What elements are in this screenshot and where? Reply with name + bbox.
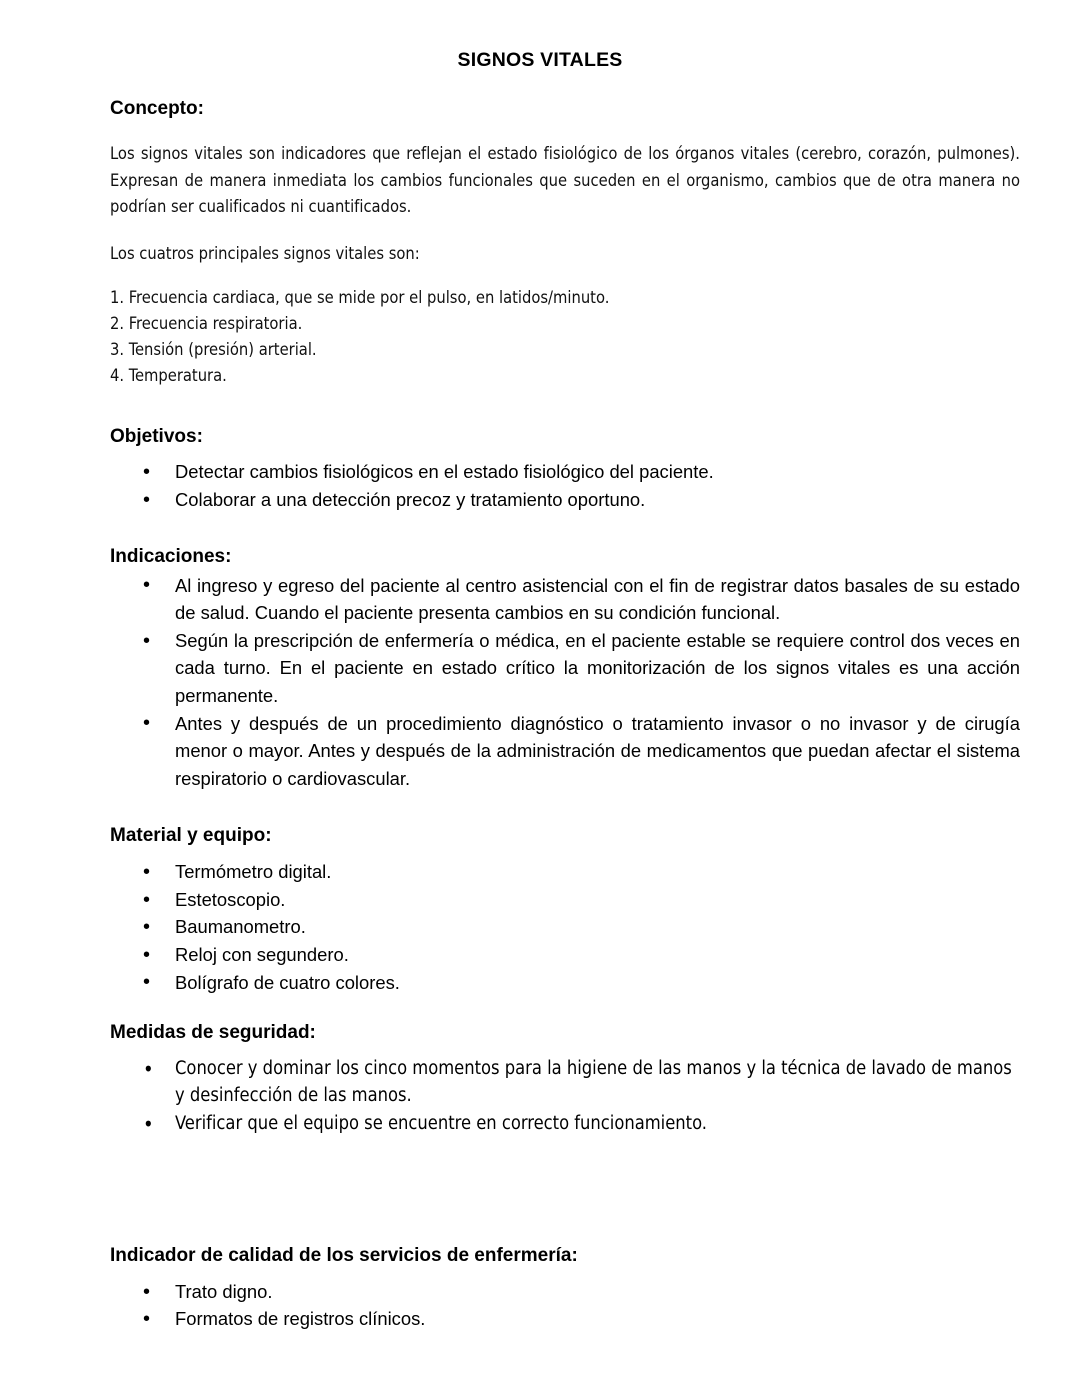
list-item: • Trato digno. (0, 1278, 1080, 1306)
concepto-paragraph: Los signos vitales son indicadores que reflejan el estado fisiológico de los órganos vitales (cerebro, corazón, pulmones). Expresan de manera inmediata los cambios funcionales que suceden en el organismo, cambios que de otra manera no podrían ser cualificados ni cuantificados. (110, 144, 1020, 217)
concepto-lead-in: Los cuatros principales signos vitales son: (110, 244, 420, 264)
list-item: • Estetoscopio. (0, 886, 1080, 914)
list-item: • Formatos de registros clínicos. (0, 1305, 1080, 1333)
list-item: • Colaborar a una detección precoz y tratamiento oportuno. (0, 486, 1080, 514)
list-item: 4. Temperatura. (110, 366, 227, 386)
list-item: • Reloj con segundero. (0, 941, 1080, 969)
list-item: • Baumanometro. (0, 913, 1080, 941)
section-heading-indicador: Indicador de calidad de los servicios de enfermería: (110, 1245, 578, 1266)
list-item: • Verificar que el equipo se encuentre en correcto funcionamiento. (0, 1110, 1080, 1137)
list-item: • Al ingreso y egreso del paciente al centro asistencial con el fin de registrar datos basales de su estado de salud. Cuando el paciente presenta cambios en su condición funcional. (0, 572, 1080, 627)
list-item: • Detectar cambios fisiológicos en el estado fisiológico del paciente. (0, 458, 1080, 486)
section-heading-indicaciones: Indicaciones: (110, 545, 232, 567)
vital-signs-numbered-list (0, 268, 1080, 390)
section-heading-concepto: Concepto: (110, 98, 204, 120)
section-heading-objetivos: Objetivos: (110, 425, 203, 447)
material-bullet-list (0, 847, 1080, 996)
list-item: • Según la prescripción de enfermería o médica, en el paciente estable se requiere control dos veces en cada turno. En el paciente en estado crítico la monitorización de los signos vitales es una acción permanente. (0, 627, 1080, 710)
objetivos-bullet-list (0, 447, 1080, 513)
medidas-bullet-list (0, 1044, 1080, 1137)
list-item: • Bolígrafo de cuatro colores. (0, 969, 1080, 997)
section-heading-medidas: Medidas de seguridad: (110, 1022, 316, 1044)
section-heading-material: Material y equipo: (110, 825, 272, 847)
indicaciones-bullet-list (0, 568, 1080, 793)
list-item: 2. Frecuencia respiratoria. (110, 313, 303, 333)
list-item: • Antes y después de un procedimiento diagnóstico o tratamiento invasor o no invasor y de cirugía menor o mayor. Antes y después de la administración de medicamentos que puedan afectar el sistema respiratorio o cardiovascular. (0, 710, 1080, 793)
list-item: 3. Tensión (presión) arterial. (110, 340, 317, 360)
list-item: • Termómetro digital. (0, 858, 1080, 886)
indicador-bullet-list (0, 1267, 1080, 1333)
page-title: SIGNOS VITALES (457, 49, 623, 71)
list-item: • Conocer y dominar los cinco momentos para la higiene de las manos y la técnica de lavado de manos y desinfección de las manos. (0, 1055, 1080, 1110)
list-item: 1. Frecuencia cardiaca, que se mide por el pulso, en latidos/minuto. (110, 287, 610, 307)
